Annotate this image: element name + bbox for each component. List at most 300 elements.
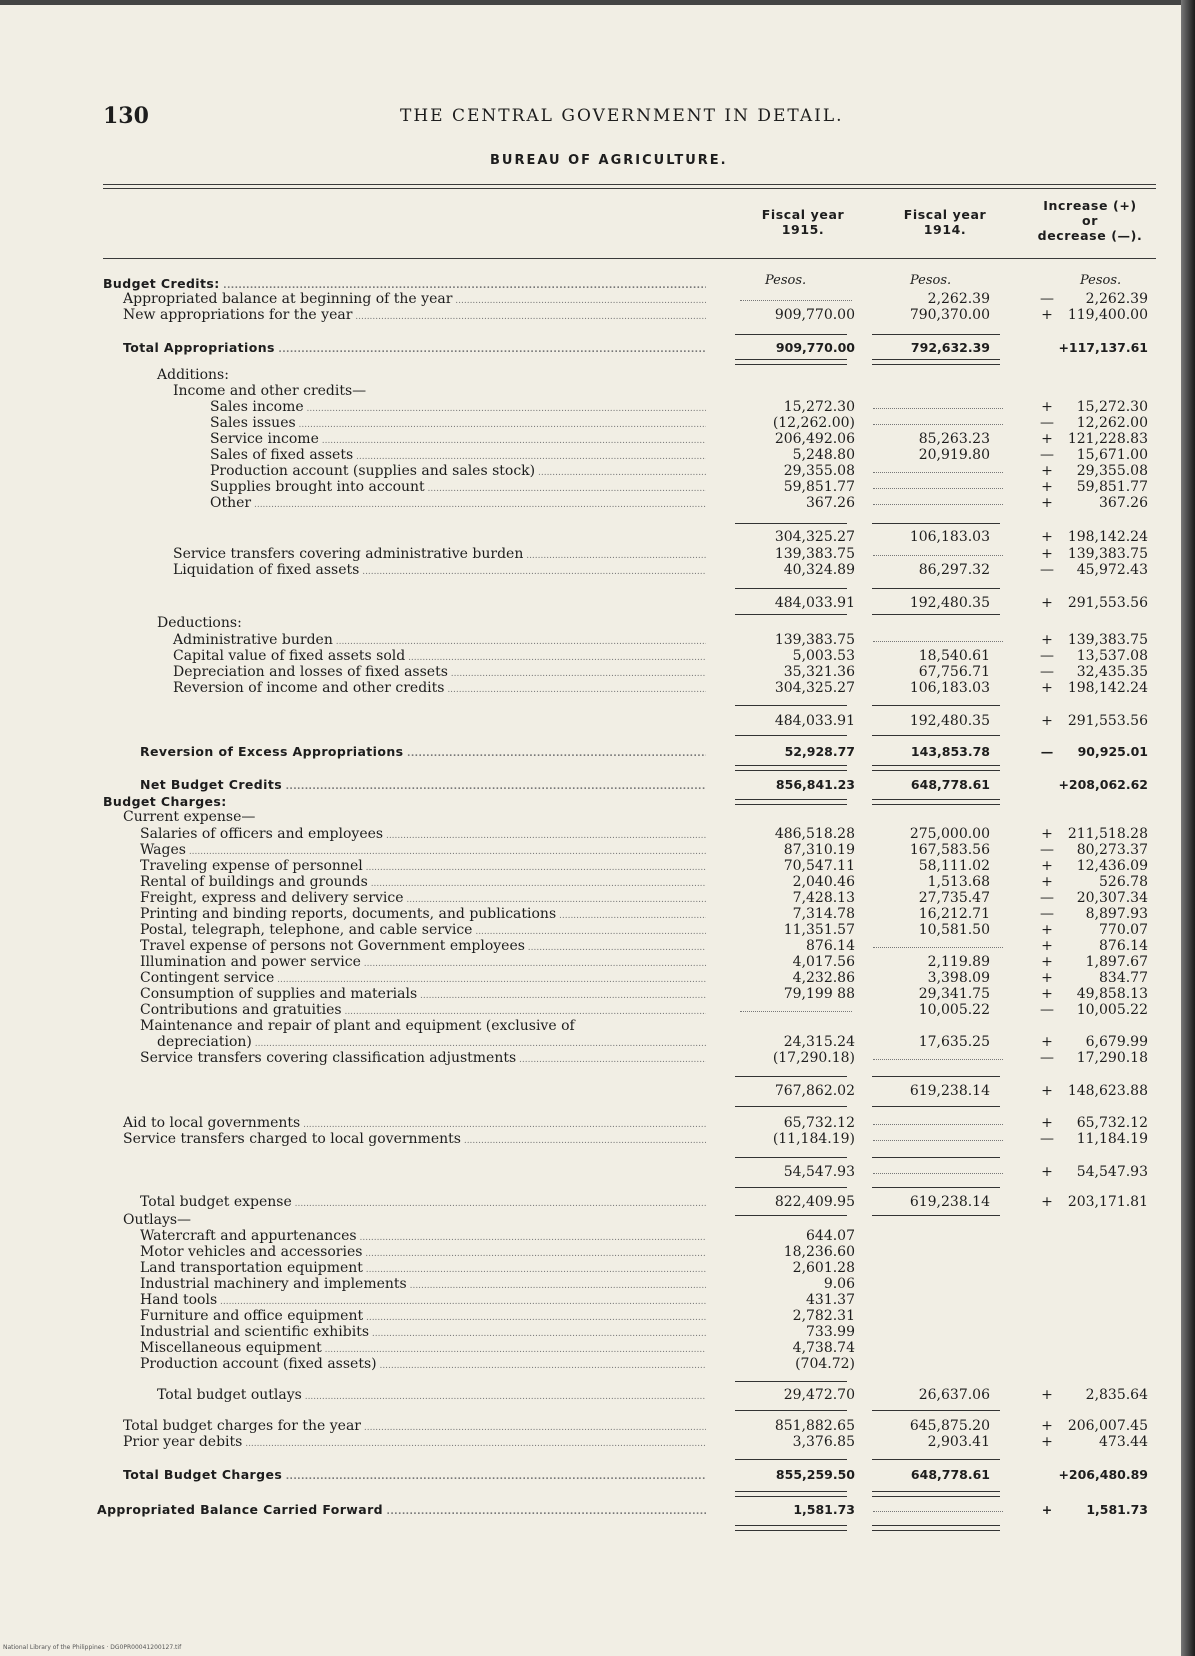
value-change: 139,383.75 (1067, 546, 1148, 562)
sum-rule (735, 1076, 847, 1077)
value-fy1915: 484,033.91 (774, 595, 855, 611)
change-sign: + (1041, 546, 1053, 562)
value-fy1914: 648,778.61 (910, 1467, 990, 1482)
row-label: Sales income ..... (210, 399, 706, 415)
change-sign: — (1040, 906, 1054, 922)
row-label: Other ..... (210, 495, 706, 511)
change-sign: + (1041, 399, 1053, 415)
table-row (0, 1212, 1195, 1228)
value-fy1915: 486,518.28 (774, 826, 855, 842)
value-fy1914: 167,583.56 (909, 842, 990, 858)
double-rule (872, 1491, 1000, 1497)
table-row (0, 1260, 1195, 1276)
scan-footer: National Library of the Philippines · DG0PR00041200127.tif (3, 1644, 182, 1651)
change-sign: + (1041, 826, 1053, 842)
change-sign: + (1041, 495, 1053, 511)
change-sign: + (1041, 986, 1053, 1002)
value-change: 6,679.99 (1085, 1034, 1148, 1050)
double-rule (735, 1491, 847, 1497)
value-change: 291,553.56 (1067, 595, 1148, 611)
table-row (0, 809, 1195, 825)
empty-cell-dots (873, 641, 1003, 642)
value-fy1914: 86,297.32 (918, 562, 990, 578)
row-label: Watercraft and appurtenances ..... (140, 1228, 706, 1244)
value-change: 59,851.77 (1076, 479, 1148, 495)
table-row (0, 858, 1195, 874)
value-fy1915: 909,770.00 (774, 307, 855, 323)
empty-cell-dots (873, 488, 1003, 489)
change-sign: — (1040, 648, 1054, 664)
sum-rule (735, 1187, 847, 1188)
table-row (0, 922, 1195, 938)
value-change: +206,480.89 (1058, 1467, 1148, 1482)
change-sign: + (1041, 431, 1053, 447)
change-sign: — (1040, 1131, 1054, 1147)
value-fy1915: 29,355.08 (783, 463, 855, 479)
row-label: Production account (supplies and sales stock) ..... (210, 463, 706, 479)
table-row (0, 1418, 1195, 1434)
value-fy1914: 18,540.61 (918, 648, 990, 664)
value-change: 526.78 (1099, 874, 1148, 890)
double-rule (735, 765, 847, 771)
row-label: Budget Credits: ..... (103, 276, 706, 292)
value-fy1914: 648,778.61 (910, 777, 990, 792)
empty-cell-dots (873, 408, 1003, 409)
change-sign: — (1040, 415, 1054, 431)
change-sign: + (1041, 1418, 1053, 1434)
sum-rule (872, 735, 1000, 736)
value-fy1914: 10,581.50 (918, 922, 990, 938)
row-label: Land transportation equipment ..... (140, 1260, 706, 1276)
value-fy1914: 1,513.68 (927, 874, 990, 890)
row-label: Current expense— (123, 809, 256, 825)
row-label: Additions: (157, 367, 229, 383)
change-sign: — (1040, 890, 1054, 906)
table-row (0, 744, 1195, 760)
row-label: Budget Charges: (103, 794, 227, 809)
value-fy1914: 106,183.03 (909, 680, 990, 696)
table-row (0, 495, 1195, 511)
value-change: 770.07 (1099, 922, 1148, 938)
value-fy1914: 106,183.03 (909, 529, 990, 545)
value-change: 2,835.64 (1085, 1387, 1148, 1403)
value-change: 834.77 (1099, 970, 1148, 986)
value-fy1915: (704.72) (795, 1356, 855, 1372)
row-label: Appropriated balance at beginning of the year ..... (123, 291, 706, 307)
sum-rule (872, 523, 1000, 524)
value-change: 211,518.28 (1067, 826, 1148, 842)
value-fy1915: 206,492.06 (774, 431, 855, 447)
value-fy1915: 35,321.36 (783, 664, 855, 680)
table-row (0, 713, 1195, 729)
sum-rule (872, 705, 1000, 706)
sum-rule (872, 614, 1000, 615)
table-row (0, 970, 1195, 986)
value-change: +208,062.62 (1058, 777, 1148, 792)
value-fy1914: 20,919.80 (918, 447, 990, 463)
table-row (0, 664, 1195, 680)
value-fy1915: (12,262.00) (772, 415, 855, 431)
value-fy1915: 29,472.70 (783, 1387, 855, 1403)
double-rule (872, 1525, 1000, 1531)
value-fy1915: 52,928.77 (784, 744, 855, 759)
value-fy1915: 4,017.56 (792, 954, 855, 970)
value-fy1914: 16,212.71 (918, 906, 990, 922)
running-head: THE CENTRAL GOVERNMENT IN DETAIL. (400, 106, 844, 126)
row-label: Wages ..... (140, 842, 706, 858)
value-change: 12,262.00 (1076, 415, 1148, 431)
value-fy1914: 192,480.35 (909, 713, 990, 729)
value-fy1914: 619,238.14 (909, 1083, 990, 1099)
row-label: Capital value of fixed assets sold ..... (173, 648, 706, 664)
row-label: Industrial machinery and implements ..... (140, 1276, 706, 1292)
value-fy1914: 67,756.71 (918, 664, 990, 680)
double-rule (735, 1525, 847, 1531)
value-fy1915: 11,351.57 (783, 922, 855, 938)
change-sign: + (1041, 307, 1053, 323)
row-label: Industrial and scientific exhibits ..... (140, 1324, 706, 1340)
table-row (0, 1018, 1195, 1034)
table-row (0, 938, 1195, 954)
value-fy1915: 5,003.53 (792, 648, 855, 664)
table-row (0, 1387, 1195, 1403)
change-sign: + (1041, 1502, 1053, 1517)
table-row (0, 1340, 1195, 1356)
value-fy1915: 431.37 (806, 1292, 855, 1308)
unit-change: Pesos. (1080, 273, 1122, 288)
value-fy1915: 40,324.89 (783, 562, 855, 578)
row-label: Printing and binding reports, documents, and publications ..... (140, 906, 706, 922)
row-label: Liquidation of fixed assets ..... (173, 562, 706, 578)
row-label: Total Budget Charges ..... (123, 1467, 706, 1483)
table-row (0, 276, 1195, 292)
sum-rule (735, 1215, 847, 1216)
empty-cell-dots (873, 947, 1003, 948)
row-label: Sales of fixed assets ..... (210, 447, 706, 463)
row-label: Net Budget Credits ..... (140, 777, 706, 793)
value-fy1914: 2,903.41 (927, 1434, 990, 1450)
value-fy1915: 4,738.74 (792, 1340, 855, 1356)
row-label: Travel expense of persons not Government employees ..... (140, 938, 706, 954)
value-fy1915: 484,033.91 (774, 713, 855, 729)
value-fy1915: 7,314.78 (792, 906, 855, 922)
value-fy1915: 733.99 (806, 1324, 855, 1340)
change-sign: + (1041, 1194, 1053, 1210)
value-change: 876.14 (1099, 938, 1148, 954)
sum-rule (872, 1215, 1000, 1216)
table-row (0, 415, 1195, 431)
value-fy1915: 1,581.73 (793, 1502, 855, 1517)
table-row (0, 1244, 1195, 1260)
table-row (0, 826, 1195, 842)
sum-rule (735, 1157, 847, 1158)
row-label: Reversion of income and other credits ..... (173, 680, 706, 696)
value-change: 291,553.56 (1067, 713, 1148, 729)
value-change: 10,005.22 (1076, 1002, 1148, 1018)
row-label: Maintenance and repair of plant and equipment (exclusive of (140, 1018, 575, 1034)
value-fy1915: (17,290.18) (772, 1050, 855, 1066)
table-row (0, 562, 1195, 578)
value-fy1915: 3,376.85 (792, 1434, 855, 1450)
column-header-change: Increase (+) or decrease (—). (1037, 198, 1143, 243)
row-label: Sales issues ..... (210, 415, 706, 431)
change-sign: — (1040, 842, 1054, 858)
sum-rule (735, 1459, 847, 1460)
value-fy1915: 304,325.27 (774, 529, 855, 545)
value-fy1914: 619,238.14 (909, 1194, 990, 1210)
table-row (0, 340, 1195, 356)
table-row (0, 1050, 1195, 1066)
value-fy1914: 2,119.89 (927, 954, 990, 970)
row-label: Salaries of officers and employees ..... (140, 826, 706, 842)
value-change: 2,262.39 (1085, 291, 1148, 307)
row-label: Reversion of Excess Appropriations ..... (140, 744, 706, 760)
table-row (0, 595, 1195, 611)
value-change: 473.44 (1099, 1434, 1148, 1450)
table-row (0, 632, 1195, 648)
double-rule (735, 799, 847, 805)
double-rule (872, 765, 1000, 771)
table-row (0, 1308, 1195, 1324)
row-label: Contingent service ..... (140, 970, 706, 986)
value-change: 32,435.35 (1076, 664, 1148, 680)
table-row (0, 1502, 1195, 1518)
value-fy1914: 792,632.39 (910, 340, 990, 355)
value-fy1915: 909,770.00 (775, 340, 855, 355)
sum-rule (872, 1459, 1000, 1460)
value-change: 65,732.12 (1076, 1115, 1148, 1131)
table-row (0, 1083, 1195, 1099)
table-row (0, 447, 1195, 463)
sum-rule (735, 614, 847, 615)
value-fy1915: 4,232.86 (792, 970, 855, 986)
value-change: 367.26 (1099, 495, 1148, 511)
column-header-fy1915: Fiscal year 1915. (761, 207, 845, 237)
sum-rule (735, 523, 847, 524)
empty-cell-dots (873, 1511, 1003, 1512)
sum-rule (872, 1076, 1000, 1077)
value-fy1915: 15,272.30 (783, 399, 855, 415)
sum-rule (735, 1106, 847, 1107)
row-label: Total budget expense ..... (140, 1194, 706, 1210)
empty-cell-dots (873, 504, 1003, 505)
empty-cell-dots (873, 1140, 1003, 1141)
value-change: 198,142.24 (1067, 680, 1148, 696)
value-change: 139,383.75 (1067, 632, 1148, 648)
value-fy1914: 3,398.09 (927, 970, 990, 986)
value-fy1914: 26,637.06 (918, 1387, 990, 1403)
row-label: Service income ..... (210, 431, 706, 447)
row-label: Depreciation and losses of fixed assets ..... (173, 664, 706, 680)
value-fy1914: 645,875.20 (909, 1418, 990, 1434)
row-label: Production account (fixed assets) ..... (140, 1356, 706, 1372)
sum-rule (735, 1410, 847, 1411)
value-fy1915: (11,184.19) (772, 1131, 855, 1147)
row-label: Rental of buildings and grounds ..... (140, 874, 706, 890)
value-fy1915: 139,383.75 (774, 546, 855, 562)
value-fy1915: 822,409.95 (774, 1194, 855, 1210)
value-fy1915: 304,325.27 (774, 680, 855, 696)
value-change: 203,171.81 (1067, 1194, 1148, 1210)
row-label: Appropriated Balance Carried Forward ..... (97, 1502, 706, 1518)
row-label: Total budget outlays ..... (157, 1387, 706, 1403)
value-change: 8,897.93 (1085, 906, 1148, 922)
table-row (0, 1115, 1195, 1131)
value-fy1914: 275,000.00 (909, 826, 990, 842)
table-row (0, 479, 1195, 495)
value-change: 20,307.34 (1076, 890, 1148, 906)
value-fy1915: 70,547.11 (783, 858, 855, 874)
value-fy1915: 9.06 (823, 1276, 855, 1292)
empty-cell-dots (740, 300, 852, 301)
column-header-fy1914: Fiscal year 1914. (903, 207, 987, 237)
row-label: Illumination and power service ..... (140, 954, 706, 970)
change-sign: + (1041, 922, 1053, 938)
table-row (0, 680, 1195, 696)
row-label: Miscellaneous equipment ..... (140, 1340, 706, 1356)
value-change: +117,137.61 (1058, 340, 1148, 355)
row-label: depreciation) ..... (157, 1034, 706, 1050)
change-sign: + (1041, 463, 1053, 479)
value-fy1914: 29,341.75 (918, 986, 990, 1002)
sum-rule (872, 334, 1000, 335)
value-fy1915: 7,428.13 (792, 890, 855, 906)
table-row (0, 874, 1195, 890)
table-row (0, 1034, 1195, 1050)
table-row (0, 367, 1195, 383)
change-sign: + (1041, 1034, 1053, 1050)
change-sign: — (1040, 291, 1054, 307)
change-sign: + (1041, 1083, 1053, 1099)
row-label: Motor vehicles and accessories ..... (140, 1244, 706, 1260)
value-fy1914: 790,370.00 (909, 307, 990, 323)
value-fy1915: 367.26 (806, 495, 855, 511)
table-row (0, 615, 1195, 631)
change-sign: — (1040, 744, 1054, 759)
value-fy1915: 644.07 (806, 1228, 855, 1244)
change-sign: + (1041, 713, 1053, 729)
row-label: Postal, telegraph, telephone, and cable service ..... (140, 922, 706, 938)
table-row (0, 463, 1195, 479)
table-top-rule-2 (103, 188, 1156, 189)
value-change: 198,142.24 (1067, 529, 1148, 545)
double-rule (735, 359, 847, 365)
double-rule (872, 359, 1000, 365)
change-sign: + (1041, 529, 1053, 545)
table-row (0, 1324, 1195, 1340)
value-fy1915: 876.14 (806, 938, 855, 954)
value-fy1914: 2,262.39 (927, 291, 990, 307)
change-sign: + (1041, 680, 1053, 696)
value-change: 1,897.67 (1085, 954, 1148, 970)
table-row (0, 1276, 1195, 1292)
row-label: Total Appropriations ..... (123, 340, 706, 356)
value-fy1915: 856,841.23 (775, 777, 855, 792)
sum-rule (735, 588, 847, 589)
row-label: Deductions: (157, 615, 242, 631)
change-sign: + (1041, 479, 1053, 495)
value-change: 90,925.01 (1077, 744, 1148, 759)
value-fy1915: 767,862.02 (774, 1083, 855, 1099)
value-fy1914: 27,735.47 (918, 890, 990, 906)
value-change: 80,273.37 (1076, 842, 1148, 858)
empty-cell-dots (873, 472, 1003, 473)
value-fy1915: 24,315.24 (783, 1034, 855, 1050)
change-sign: + (1041, 1434, 1053, 1450)
table-row (0, 1356, 1195, 1372)
row-label: Outlays— (123, 1212, 192, 1228)
top-scan-edge (0, 0, 1181, 5)
row-label: Total budget charges for the year ..... (123, 1418, 706, 1434)
value-change: 148,623.88 (1067, 1083, 1148, 1099)
value-fy1914: 10,005.22 (918, 1002, 990, 1018)
empty-cell-dots (873, 555, 1003, 556)
sum-rule (735, 1381, 847, 1382)
table-title: BUREAU OF AGRICULTURE. (490, 153, 728, 168)
value-change: 119,400.00 (1067, 307, 1148, 323)
sum-rule (872, 588, 1000, 589)
table-row (0, 1292, 1195, 1308)
value-fy1914: 192,480.35 (909, 595, 990, 611)
table-row (0, 529, 1195, 545)
row-label: New appropriations for the year ..... (123, 307, 706, 323)
table-row (0, 794, 1195, 810)
table-row (0, 906, 1195, 922)
row-label: Service transfers covering classification adjustments ..... (140, 1050, 706, 1066)
change-sign: + (1041, 1387, 1053, 1403)
row-label: Furniture and office equipment ..... (140, 1308, 706, 1324)
change-sign: + (1041, 938, 1053, 954)
change-sign: — (1040, 664, 1054, 680)
table-row (0, 399, 1195, 415)
empty-cell-dots (740, 1011, 852, 1012)
row-label: Income and other credits— (173, 383, 367, 399)
table-row (0, 383, 1195, 399)
change-sign: — (1040, 562, 1054, 578)
unit-fy1914: Pesos. (910, 273, 952, 288)
value-change: 15,272.30 (1076, 399, 1148, 415)
table-row (0, 1434, 1195, 1450)
change-sign: — (1040, 1050, 1054, 1066)
change-sign: + (1041, 595, 1053, 611)
value-fy1915: 59,851.77 (783, 479, 855, 495)
table-row (0, 291, 1195, 307)
change-sign: + (1041, 1164, 1053, 1180)
page-number: 130 (103, 103, 149, 129)
value-fy1915: 855,259.50 (775, 1467, 855, 1482)
sum-rule (872, 1106, 1000, 1107)
table-row (0, 1194, 1195, 1210)
header-bottom-rule (103, 258, 1156, 259)
table-row (0, 1002, 1195, 1018)
row-label: Hand tools ..... (140, 1292, 706, 1308)
value-fy1914: 85,263.23 (918, 431, 990, 447)
double-rule (872, 799, 1000, 805)
value-change: 49,858.13 (1076, 986, 1148, 1002)
value-change: 206,007.45 (1067, 1418, 1148, 1434)
change-sign: + (1041, 874, 1053, 890)
empty-cell-dots (873, 1059, 1003, 1060)
value-fy1915: 851,882.65 (774, 1418, 855, 1434)
unit-fy1915: Pesos. (765, 273, 807, 288)
row-label: Traveling expense of personnel ..... (140, 858, 706, 874)
row-label: Freight, express and delivery service ..... (140, 890, 706, 906)
table-row (0, 1164, 1195, 1180)
value-change: 1,581.73 (1086, 1502, 1148, 1517)
value-fy1915: 139,383.75 (774, 632, 855, 648)
row-label: Service transfers charged to local governments ..... (123, 1131, 706, 1147)
change-sign: + (1041, 858, 1053, 874)
